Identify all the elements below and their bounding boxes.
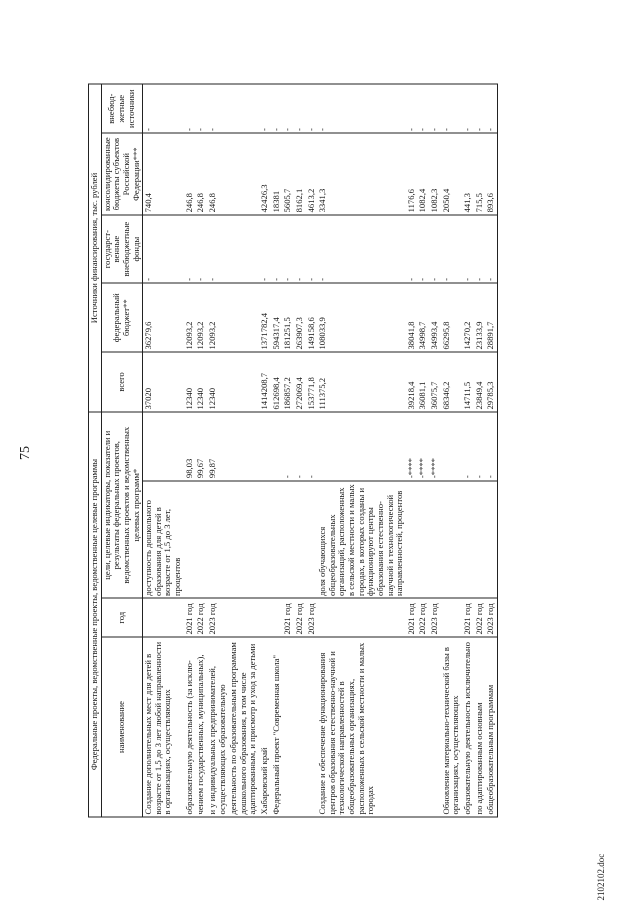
cell-name: деятельность по образовательным программам дошкольного образования, в том числе адаптированным, и присмотр и уход за детьми (228, 637, 259, 817)
header-group-projects: Федеральные проекты, ведомственные проекты, ведомственные целевые программы (89, 411, 102, 816)
cell-year (441, 598, 462, 637)
table-row (294, 84, 306, 817)
header-indicators: цели, целевые индикаторы, показатели и результаты федеральных проектов, ведомственных проектов и ведомственных целевых программ* (101, 411, 143, 597)
cell-name: Создание дополнительных мест для детей в возрасте от 1,5 до 3 лет любой направленности в организациях, осуществляющих (143, 637, 184, 817)
cell-extrabudget: - (441, 84, 462, 133)
cell-state-funds: - (429, 214, 441, 283)
cell-indicator-value (259, 411, 271, 480)
cell-year: 2023 год (207, 598, 228, 637)
cell-total: 12340 (207, 351, 228, 411)
cell-state-funds: - (462, 214, 474, 283)
cell-indicator (306, 480, 318, 598)
cell-indicator-value (143, 411, 184, 480)
cell-indicator (474, 480, 486, 598)
cell-indicator-value: - (462, 411, 474, 480)
cell-federal: 108033,9 (317, 283, 406, 352)
cell-state-funds: - (143, 214, 184, 283)
cell-year: 2021 год (406, 598, 418, 637)
cell-year: 2022 год (195, 598, 207, 637)
cell-indicator (271, 480, 283, 598)
cell-name (406, 637, 418, 817)
table-row (474, 84, 486, 817)
header-year: год (101, 598, 143, 637)
cell-year (271, 598, 283, 637)
cell-federal: 12093,2 (207, 283, 228, 352)
cell-indicator (207, 480, 228, 598)
cell-total: 68346,2 (441, 351, 462, 411)
cell-consolidated: 715,5 (474, 133, 486, 214)
cell-federal: 1371782,4 (259, 283, 271, 352)
cell-indicator-value (271, 411, 283, 480)
table-row (317, 84, 406, 817)
cell-indicator-value: - (306, 411, 318, 480)
page-number: 75 (18, 445, 33, 460)
cell-indicator (462, 480, 474, 598)
cell-state-funds (228, 214, 259, 283)
cell-state-funds: - (406, 214, 418, 283)
cell-year: 2022 год (474, 598, 486, 637)
cell-name: и у индивидуальных предпринимателей, осуществляющих образовательную (207, 637, 228, 817)
cell-indicator (259, 480, 271, 598)
cell-total: 272069,4 (294, 351, 306, 411)
table-row (417, 84, 429, 817)
cell-extrabudget: - (485, 84, 497, 133)
cell-federal (228, 283, 259, 352)
cell-extrabudget: - (317, 84, 406, 133)
cell-consolidated: 42426,3 (259, 133, 271, 214)
cell-consolidated: 2050,4 (441, 133, 462, 214)
cell-indicator-value (317, 411, 406, 480)
cell-indicator-value: - (282, 411, 294, 480)
cell-extrabudget: - (306, 84, 318, 133)
cell-consolidated: 8162,1 (294, 133, 306, 214)
cell-indicator (195, 480, 207, 598)
header-federal: федеральный бюджет** (101, 283, 143, 352)
cell-indicator (282, 480, 294, 598)
cell-federal: 14270,2 (462, 283, 474, 352)
cell-year: 2023 год (485, 598, 497, 637)
cell-year: 2023 год (306, 598, 318, 637)
cell-total: 39218,4 (406, 351, 418, 411)
cell-extrabudget: - (429, 84, 441, 133)
header-name: наименование (101, 637, 143, 817)
table-row (282, 84, 294, 817)
cell-indicator (441, 480, 462, 598)
cell-name: Создание и обеспечение функционирования центров образования естественно-научной и технологической направленностей в общеобразовательных организациях, расположенных в сельской местности и малых городах (317, 637, 406, 817)
cell-indicator (429, 480, 441, 598)
cell-total: 612698,4 (271, 351, 283, 411)
cell-extrabudget: - (259, 84, 271, 133)
cell-indicator-value: 98,03 (184, 411, 196, 480)
cell-indicator (417, 480, 429, 598)
cell-name: чением государственных, муниципальных), (195, 637, 207, 817)
cell-indicator-value: 99,67 (195, 411, 207, 480)
cell-state-funds: - (417, 214, 429, 283)
cell-indicator-value: 99,87 (207, 411, 228, 480)
cell-federal: 263907,3 (294, 283, 306, 352)
table-row (184, 84, 196, 817)
cell-federal: 181251,5 (282, 283, 294, 352)
cell-consolidated: 246,8 (195, 133, 207, 214)
cell-total: 36081,1 (417, 351, 429, 411)
cell-extrabudget: - (406, 84, 418, 133)
cell-indicator (184, 480, 196, 598)
cell-consolidated: 1176,6 (406, 133, 418, 214)
table-row (429, 84, 441, 817)
cell-total: 37020 (143, 351, 184, 411)
cell-indicator: доля обучающихся общеобразовательных организаций, расположенных в сельской местности и малых городах, в которых созданы и функционируют центры образования естественно-научной и технологической направленностей, процентов (317, 480, 406, 598)
cell-consolidated (228, 133, 259, 214)
cell-total: 1414208,7 (259, 351, 271, 411)
cell-name: по адаптированным основным (474, 637, 486, 817)
cell-state-funds: - (207, 214, 228, 283)
cell-name (282, 637, 294, 817)
cell-extrabudget: - (462, 84, 474, 133)
cell-extrabudget: - (184, 84, 196, 133)
cell-federal: 594317,4 (271, 283, 283, 352)
cell-indicator (485, 480, 497, 598)
cell-year (228, 598, 259, 637)
cell-total (228, 351, 259, 411)
cell-total: 14711,5 (462, 351, 474, 411)
cell-indicator-value: - (474, 411, 486, 480)
cell-name: образовательную деятельность исключительно (462, 637, 474, 817)
cell-total: 12340 (195, 351, 207, 411)
cell-year: 2022 год (294, 598, 306, 637)
cell-indicator-value: -**** (406, 411, 418, 480)
cell-year (143, 598, 184, 637)
cell-federal: 149158,6 (306, 283, 318, 352)
cell-indicator-value (441, 411, 462, 480)
cell-year: 2021 год (282, 598, 294, 637)
cell-name (417, 637, 429, 817)
cell-consolidated: 1082,4 (417, 133, 429, 214)
cell-year: 2022 год (417, 598, 429, 637)
cell-federal: 28891,7 (485, 283, 497, 352)
cell-federal: 23133,9 (474, 283, 486, 352)
cell-indicator (406, 480, 418, 598)
cell-extrabudget: - (207, 84, 228, 133)
cell-indicator-value (228, 411, 259, 480)
cell-federal: 66295,8 (441, 283, 462, 352)
cell-extrabudget: - (474, 84, 486, 133)
cell-indicator-value: -**** (417, 411, 429, 480)
table-row (259, 84, 271, 817)
cell-federal: 34998,7 (417, 283, 429, 352)
table-body (143, 84, 498, 817)
cell-extrabudget: - (195, 84, 207, 133)
cell-consolidated: 246,8 (184, 133, 196, 214)
table-row (143, 84, 184, 817)
cell-extrabudget (228, 84, 259, 133)
cell-state-funds: - (259, 214, 271, 283)
cell-extrabudget: - (143, 84, 184, 133)
file-code: 2102102.doc (596, 853, 606, 900)
header-group-sources: Источники финансирования, тыс. рублей (89, 84, 102, 412)
cell-state-funds: - (282, 214, 294, 283)
cell-name: образовательную деятельность (за исклю- (184, 637, 196, 817)
table-row (195, 84, 207, 817)
cell-name (306, 637, 318, 817)
cell-indicator-value: - (485, 411, 497, 480)
table-row (441, 84, 462, 817)
cell-total: 111375,2 (317, 351, 406, 411)
table-row (485, 84, 497, 817)
cell-state-funds: - (317, 214, 406, 283)
cell-state-funds: - (474, 214, 486, 283)
cell-indicator (228, 480, 259, 598)
cell-consolidated: 3341,3 (317, 133, 406, 214)
table-row (306, 84, 318, 817)
cell-year (317, 598, 406, 637)
cell-state-funds: - (195, 214, 207, 283)
header-state-funds: государст-венные внебюджетные фонды (101, 214, 143, 283)
cell-state-funds: - (184, 214, 196, 283)
cell-consolidated: 441,3 (462, 133, 474, 214)
cell-state-funds: - (306, 214, 318, 283)
table-row (406, 84, 418, 817)
cell-indicator: доступность дошкольного образования для детей в возрасте от 1,5 до 3 лет, процентов (143, 480, 184, 598)
cell-federal: 36279,6 (143, 283, 184, 352)
cell-state-funds: - (485, 214, 497, 283)
cell-consolidated: 4613,2 (306, 133, 318, 214)
cell-state-funds: - (294, 214, 306, 283)
cell-name (294, 637, 306, 817)
cell-total: 186857,2 (282, 351, 294, 411)
cell-extrabudget: - (282, 84, 294, 133)
table-row (462, 84, 474, 817)
cell-consolidated: 1082,3 (429, 133, 441, 214)
cell-consolidated: 5605,7 (282, 133, 294, 214)
cell-federal: 34993,4 (429, 283, 441, 352)
cell-extrabudget: - (294, 84, 306, 133)
cell-consolidated: 246,8 (207, 133, 228, 214)
cell-federal: 12093,2 (195, 283, 207, 352)
header-total: всего (101, 351, 143, 411)
cell-year: 2021 год (184, 598, 196, 637)
cell-total: 12340 (184, 351, 196, 411)
cell-extrabudget: - (417, 84, 429, 133)
cell-year (259, 598, 271, 637)
financing-table (88, 83, 498, 817)
header-consolidated: консолидированные бюджеты субъектов Российской Федерации*** (101, 133, 143, 214)
cell-year: 2021 год (462, 598, 474, 637)
header-extrabudget: внебюд-жетные источники (101, 84, 143, 133)
cell-total: 153771,8 (306, 351, 318, 411)
cell-name: Хабаровский край (259, 637, 271, 817)
cell-extrabudget: - (271, 84, 283, 133)
cell-federal: 38041,8 (406, 283, 418, 352)
cell-name (429, 637, 441, 817)
cell-year: 2023 год (429, 598, 441, 637)
table-row (228, 84, 259, 817)
cell-total: 23849,4 (474, 351, 486, 411)
cell-state-funds: - (271, 214, 283, 283)
cell-federal: 12093,2 (184, 283, 196, 352)
cell-name: общеобразовательным программам (485, 637, 497, 817)
cell-total: 36075,7 (429, 351, 441, 411)
cell-indicator-value: -**** (429, 411, 441, 480)
cell-indicator-value: - (294, 411, 306, 480)
cell-indicator (294, 480, 306, 598)
cell-name: Обновление материально-технической базы в организациях, осуществляющих (441, 637, 462, 817)
table-row (207, 84, 228, 817)
cell-consolidated: 893,6 (485, 133, 497, 214)
cell-name: Федеральный проект "Современная школа" (271, 637, 283, 817)
cell-state-funds: - (441, 214, 462, 283)
cell-consolidated: 740,4 (143, 133, 184, 214)
table-row (271, 84, 283, 817)
cell-total: 29785,3 (485, 351, 497, 411)
cell-consolidated: 18381 (271, 133, 283, 214)
